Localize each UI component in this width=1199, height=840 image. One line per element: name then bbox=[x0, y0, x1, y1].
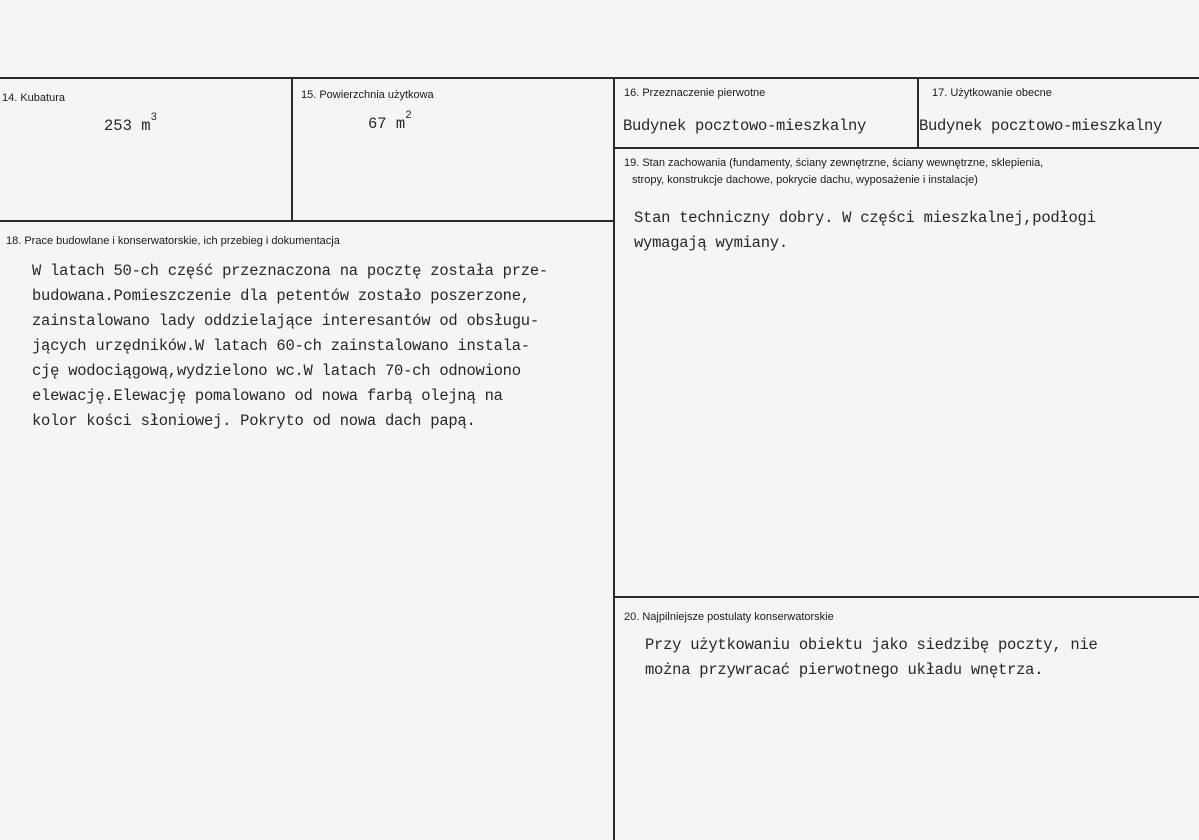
text-line: budowana.Pomieszczenie dla petentów zostało poszerzone, bbox=[32, 287, 530, 305]
field-16-label: 16. Przeznaczenie pierwotne bbox=[624, 87, 766, 99]
powierzchnia-unit: m bbox=[395, 115, 406, 133]
text-line: Przy użytkowaniu obiektu jako siedzibę poczty, nie bbox=[645, 636, 1098, 654]
powierzchnia-exponent: 2 bbox=[405, 110, 412, 122]
kubatura-exponent: 3 bbox=[150, 112, 158, 124]
text-line: wymagają wymiany. bbox=[634, 234, 788, 252]
text-line: można przywracać pierwotnego układu wnętrza. bbox=[645, 661, 1044, 679]
text-line: jących urzędników.W latach 60-ch zainstalowano instala- bbox=[32, 337, 530, 355]
field-14-value bbox=[104, 112, 158, 135]
text-line: kolor kości słoniowej. Pokryto od nowa dach papą. bbox=[32, 412, 476, 430]
divider-14-15 bbox=[291, 78, 293, 221]
field-15-value bbox=[368, 110, 412, 133]
field-17-label: 17. Użytkowanie obecne bbox=[932, 87, 1052, 99]
field-20-text bbox=[645, 633, 1098, 683]
rule-left-18 bbox=[0, 220, 614, 222]
rule-right-19 bbox=[614, 147, 1199, 149]
kubatura-number: 253 bbox=[104, 117, 132, 135]
field-18-text bbox=[32, 259, 548, 434]
text-line: zainstalowano lady oddzielające interesantów od obsługu- bbox=[32, 312, 539, 330]
field-18-label: 18. Prace budowlane i konserwatorskie, ich przebieg i dokumentacja bbox=[6, 235, 340, 247]
field-20-label: 20. Najpilniejsze postulaty konserwatorskie bbox=[624, 611, 834, 623]
field-19-text bbox=[634, 206, 1096, 256]
powierzchnia-number: 67 bbox=[368, 115, 387, 133]
kubatura-unit: m bbox=[141, 117, 151, 135]
field-17-value: Budynek pocztowo-mieszkalny bbox=[919, 117, 1163, 135]
top-rule bbox=[0, 77, 1199, 79]
rule-right-20 bbox=[614, 596, 1199, 598]
divider-left-right bbox=[613, 78, 615, 840]
text-line: Stan techniczny dobry. W części mieszkalnej,podłogi bbox=[634, 209, 1096, 227]
field-16-value: Budynek pocztowo-mieszkalny bbox=[623, 117, 867, 135]
divider-16-17 bbox=[917, 78, 919, 148]
field-15-label: 15. Powierzchnia użytkowa bbox=[301, 89, 434, 101]
field-19-label-line2: stropy, konstrukcje dachowe, pokrycie dachu, wyposażenie i instalacje) bbox=[632, 174, 978, 186]
text-line: elewację.Elewację pomalowano od nowa farbą olejną na bbox=[32, 387, 503, 405]
field-19-label-line1: 19. Stan zachowania (fundamenty, ściany zewnętrzne, ściany wewnętrzne, sklepienia, bbox=[624, 157, 1044, 169]
field-14-label: 14. Kubatura bbox=[2, 92, 65, 104]
text-line: cję wodociągową,wydzielono wc.W latach 70-ch odnowiono bbox=[32, 362, 521, 380]
text-line: W latach 50-ch część przeznaczona na pocztę została prze- bbox=[32, 262, 548, 280]
